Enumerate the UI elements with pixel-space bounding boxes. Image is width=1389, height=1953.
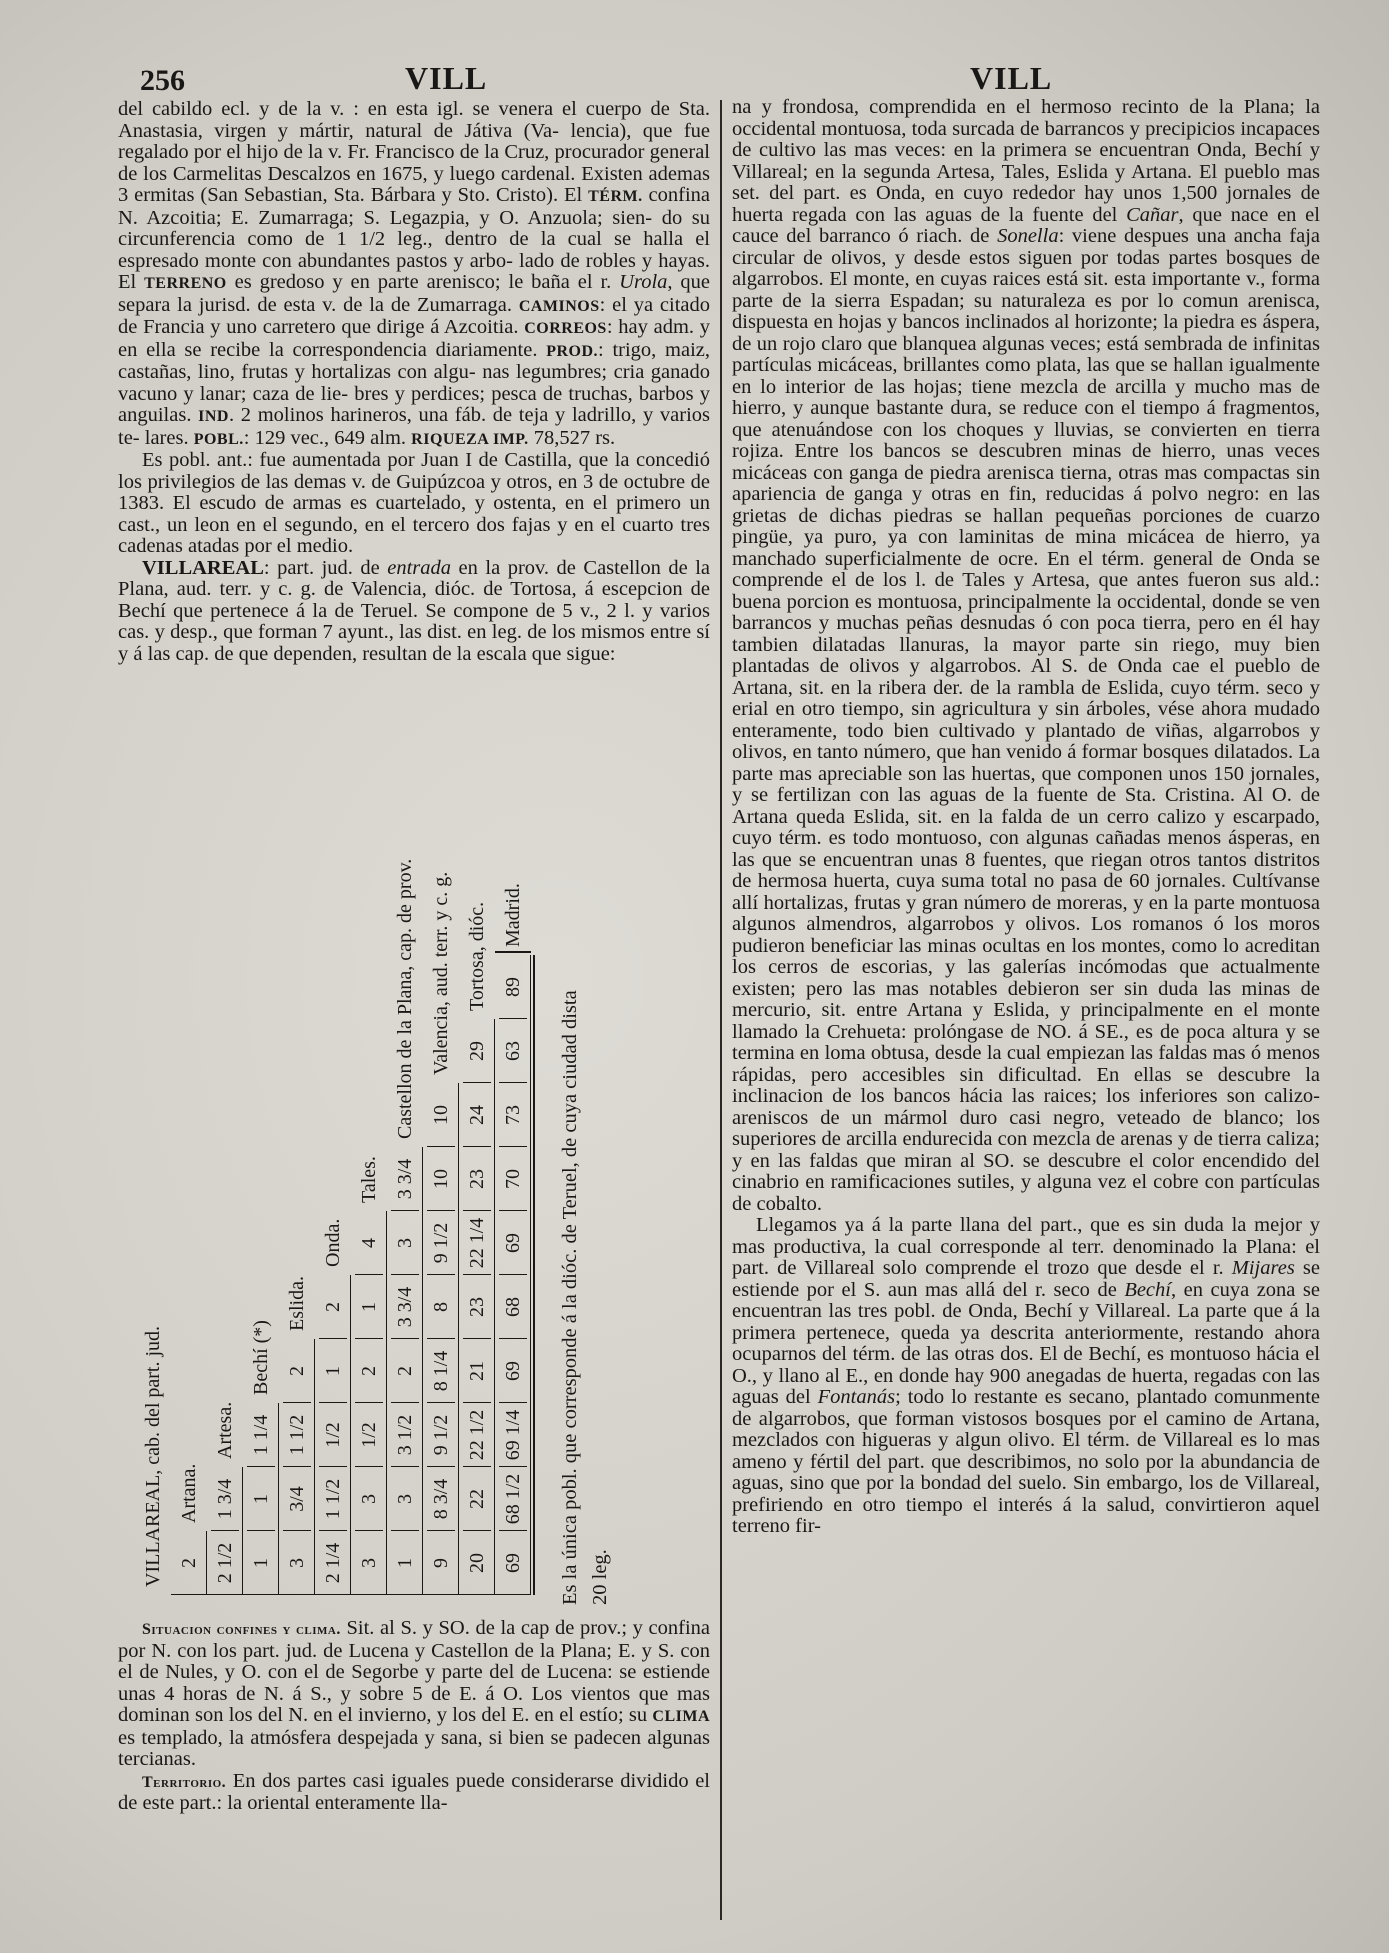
table-cell-divider — [355, 1274, 383, 1275]
table-footnote-end: 20 leg. — [589, 1549, 611, 1605]
table-place-label: VILLAREAL, cab. del part. jud. — [142, 1325, 164, 1587]
table-cell-divider — [499, 1146, 527, 1147]
table-cell: 1 1/4 — [250, 1414, 272, 1456]
table-cell: 69 1/4 — [502, 1409, 524, 1461]
table-cell: 22 — [466, 1489, 488, 1509]
table-place-label: Eslida. — [286, 1276, 308, 1331]
table-cell-divider — [427, 1210, 455, 1211]
table-cell-divider — [319, 1530, 347, 1531]
table-cell-divider — [463, 1146, 491, 1147]
table-cell: 68 1/2 — [502, 1473, 524, 1525]
table-cell: 1 — [394, 1558, 416, 1568]
table-cell: 2 — [286, 1366, 308, 1376]
table-cell: 1 3/4 — [214, 1478, 236, 1520]
table-cell-divider — [319, 1402, 347, 1403]
table-cell: 8 1/4 — [430, 1350, 452, 1392]
table-cell: 3 1/2 — [394, 1414, 416, 1456]
section-label-situacion: Situacion confines y clima. — [142, 1621, 341, 1638]
table-cell: 1 — [250, 1558, 272, 1568]
table-cell: 69 — [502, 1553, 524, 1573]
paragraph-history: Es pobl. ant.: fue aumentada por Juan I de Castilla, que la concedió los privilegios de las demas v. de Guipúzcoa y otros, en 3 de octubre de 1383. El escudo de armas es cuartelado, y ostenta, en el primero un cast., un leon en el segundo, en el tercero dos fajas y en el cuarto tres cadenas atadas por el medio. — [118, 449, 710, 557]
table-row — [351, 790, 387, 1605]
table-cell-divider — [463, 1466, 491, 1467]
table-cell: 1/2 — [358, 1422, 380, 1448]
table-cell-divider — [247, 1466, 275, 1467]
table-place-label: Valencia, aud. terr. y c. g. — [430, 871, 452, 1075]
page-number: 256 — [140, 64, 185, 97]
table-cell: 9 1/2 — [430, 1414, 452, 1456]
table-row — [459, 790, 495, 1605]
table-cell-divider — [427, 1530, 455, 1531]
left-column-bottom — [118, 1618, 710, 1815]
table-cell: 73 — [502, 1105, 524, 1125]
left-running-head: VILL — [405, 60, 488, 96]
table-cell-divider — [499, 1082, 527, 1083]
table-left-rule — [171, 1594, 531, 1595]
table-cell: 3/4 — [286, 1486, 308, 1512]
table-cell: 29 — [466, 1041, 488, 1061]
table-cell-divider — [463, 1082, 491, 1083]
section-label-territorio: Territorio. — [142, 1773, 227, 1791]
table-cell: 10 — [430, 1169, 452, 1189]
table-cell-divider — [391, 1274, 419, 1275]
table-row — [279, 790, 315, 1605]
table-row — [495, 790, 531, 1605]
table-row — [135, 790, 171, 1605]
table-cell-divider — [499, 1530, 527, 1531]
table-cell-divider — [427, 1466, 455, 1467]
table-row — [243, 790, 279, 1605]
table-cell: 1 1/2 — [286, 1414, 308, 1456]
table-cell-divider — [355, 1338, 383, 1339]
table-cell: 3 — [286, 1558, 308, 1568]
table-cell-divider — [463, 1274, 491, 1275]
table-cell-divider — [283, 1530, 311, 1531]
table-cell-divider — [391, 1338, 419, 1339]
table-cell-divider — [427, 1338, 455, 1339]
table-cell-divider — [499, 1338, 527, 1339]
table-row — [423, 790, 459, 1605]
table-cell: 1 — [250, 1494, 272, 1504]
table-cell-divider — [391, 1402, 419, 1403]
table-cell: 68 — [502, 1297, 524, 1317]
table-cell: 3 — [358, 1558, 380, 1568]
table-cell: 2 — [358, 1366, 380, 1376]
table-cell: 9 — [430, 1558, 452, 1568]
table-cell: 8 — [430, 1302, 452, 1312]
table-place-label: Artesa. — [214, 1401, 236, 1459]
table-cell: 4 — [358, 1238, 380, 1248]
table-place-label: Madrid. — [502, 883, 524, 947]
table-cell: 2 — [394, 1366, 416, 1376]
table-cell: 23 — [466, 1297, 488, 1317]
table-cell: 3 — [394, 1494, 416, 1504]
table-cell-divider — [355, 1530, 383, 1531]
paragraph-situacion: Situacion confines y clima. Sit. al S. y SO. de la cap de prov.; y confina por N. con los part. jud. de Lucena y Castellon de la Plana; E. y S. con el de Nules, y O. con el de Segorbe y parte del de Lucena: se estiende unas 4 horas de N. á S., y sobre 5 de E. á O. Los vientos que mas dominan son los del N. en el invierno, y los del E. en el estío; su CLIMA es templado, la atmósfera despejada y sana, si bien se padecen algunas tercianas. — [118, 1617, 711, 1770]
table-cell: 69 — [502, 1361, 524, 1381]
table-cell: 69 — [502, 1233, 524, 1253]
table-cell: 1 1/2 — [322, 1478, 344, 1520]
table-cell: 8 3/4 — [430, 1478, 452, 1520]
table-cell: 3 — [394, 1238, 416, 1248]
table-cell-divider — [427, 1146, 455, 1147]
table-cell: 2 — [178, 1558, 200, 1568]
table-cell-divider — [499, 1466, 527, 1467]
table-cell: 3 3/4 — [394, 1158, 416, 1200]
table-row — [207, 790, 243, 1605]
paragraph-villareal-intro: VILLAREAL: part. jud. de entrada en la prov. de Castellon de la Plana, aud. terr. y c. g. de Valencia, dióc. de Tortosa, á escepcion de Bechí que pertenece á la de Teruel. Se compone de 5 v., 2 l. y varios cas. y desp., que forman 7 ayunt., las dist. en leg. de los mismos entre sí y á las cap. de que dependen, resultan de la escala que sigue: — [118, 556, 710, 665]
table-row — [315, 790, 351, 1605]
table-cell-divider — [463, 1210, 491, 1211]
table-right-border — [495, 951, 531, 953]
table-cell-divider — [499, 1018, 527, 1019]
table-cell: 63 — [502, 1041, 524, 1061]
table-bottom-rule — [533, 955, 535, 1595]
table-cell: 2 1/2 — [214, 1542, 236, 1584]
table-row — [387, 790, 423, 1605]
table-row — [171, 790, 207, 1605]
table-cell-divider — [319, 1338, 347, 1339]
table-cell-divider — [283, 1402, 311, 1403]
table-cell-divider — [319, 1466, 347, 1467]
distance-table — [125, 790, 710, 1605]
paragraph-la-plana: Llegamos ya á la parte llana del part., que es sin duda la mejor y mas productiva, la cual corresponde al terr. denominado la Plana: el part. de Villareal solo comprende el trozo que desde el r. Mijares se estiende por el S. aun mas allá del r. seco de Bechí, en cuya zona se encuentran las tres pobl. de Onda, Bechí y Villareal. La parte que á la primera pertenece, queda ya descrita anteriormente, restando ahora ocuparnos del térm. de las otras dos. El de Bechí, es montuoso hácia el O., y llano al E., en donde hay 900 anegadas de huerta, regadas con las aguas del Fontanás; todo lo restante es secano, plantado comunmente de algarrobos, que forman vistosos bosques por el camino de Artana, mezclados con higueras y algun olivo. El térm. de Villareal es lo mas ameno y fértil del part. que describimos, no solo por la abundancia de aguas, sino que por la bondad del suelo. Sin embargo, los de Villareal, prefiriendo en otro tiempo el interés á la salud, convirtieron aquel terreno fir- — [732, 1214, 1320, 1537]
table-cell: 2 — [322, 1302, 344, 1312]
table-place-label: Tales. — [358, 1156, 380, 1203]
table-cell-divider — [499, 1274, 527, 1275]
table-cell-divider — [499, 1210, 527, 1211]
table-cell: 70 — [502, 1169, 524, 1189]
table-cell-divider — [391, 1530, 419, 1531]
table-cell: 21 — [466, 1361, 488, 1381]
table-cell: 24 — [466, 1105, 488, 1125]
table-cell: 1/2 — [322, 1422, 344, 1448]
left-column-top — [118, 99, 710, 665]
table-cell: 3 3/4 — [394, 1286, 416, 1328]
table-cell: 1 — [358, 1302, 380, 1312]
table-footnote: Es la única pobl. que corresponde á la dióc. de Teruel, de cuya ciudad dista — [559, 990, 581, 1605]
table-cell: 89 — [502, 977, 524, 997]
table-cell-divider — [211, 1530, 239, 1531]
table-cell-divider — [463, 1530, 491, 1531]
table-cell: 23 — [466, 1169, 488, 1189]
table-cell-divider — [283, 1466, 311, 1467]
right-running-head: VILL — [970, 60, 1053, 96]
table-cell-divider — [355, 1466, 383, 1467]
table-cell: 22 1/2 — [466, 1409, 488, 1461]
right-column — [732, 97, 1320, 1538]
table-cell-divider — [463, 1338, 491, 1339]
table-cell: 20 — [466, 1553, 488, 1573]
table-cell: 2 1/4 — [322, 1542, 344, 1584]
table-cell-divider — [247, 1530, 275, 1531]
paragraph-azcoitia-continued: del cabildo ecl. y de la v. : en esta igl. se venera el cuerpo de Sta. Anastasia, virgen y mártir, natural de Játiva (Va- lencia), que fue regalado por el hijo de la v. Fr. Francisco de la Cruz, procurador general de los Carmelitas Descalzos en 1675, y luego cardenal. Existen ademas 3 ermitas (San Sebastian, Sta. Bárbara y Sto. Cristo). El TÉRM. confina N. Azcoitia; E. Zumarraga; S. Legazpia, y O. Anzuola; sien- do su circunferencia como de 1 1/2 leg., dentro de la cual se halla el espresado monte con abundantes pastos y arbo- lado de robles y hayas. El TERRENO es gredoso y en parte arenisco; le baña el r. Urola, que separa la jurisd. de esta v. de la de Zumarraga. CAMINOS: el ya citado de Francia y uno carretero que dirige á Azcoitia. CORREOS: hay adm. y en ella se recibe la correspondencia diariamente. PROD.: trigo, maiz, castañas, lino, frutas y hortalizas con algu- nas legumbres; cria ganado vacuno y lanar; caza de lie- bres y perdices; pesca de truchas, barbos y anguilas. IND. 2 molinos harineros, una fáb. de teja y ladrillo, y varios te- lares. POBL.: 129 vec., 649 alm. RIQUEZA IMP. 78,527 rs. — [118, 98, 711, 449]
table-cell-divider — [463, 1402, 491, 1403]
table-cell-divider — [499, 1402, 527, 1403]
table-cell-divider — [391, 1210, 419, 1211]
table-cell-divider — [391, 1466, 419, 1467]
table-place-label: Bechí (*) — [250, 1320, 272, 1395]
table-place-label: Onda. — [322, 1218, 344, 1267]
table-cell-divider — [427, 1274, 455, 1275]
table-place-label: Artana. — [178, 1463, 200, 1523]
table-cell: 10 — [430, 1105, 452, 1125]
paragraph-territorio: Territorio. En dos partes casi iguales puede considerarse dividido el de este part.: la oriental enteramente lla- — [118, 1769, 710, 1814]
table-place-label: Tortosa, dióc. — [466, 901, 488, 1011]
table-row-rule — [530, 955, 531, 1595]
table-cell-divider — [427, 1402, 455, 1403]
table-cell: 22 1/4 — [466, 1217, 488, 1269]
table-place-label: Castellon de la Plana, cap. de prov. — [394, 858, 416, 1139]
entry-head-villareal: VILLAREAL — [142, 556, 264, 579]
table-cell-divider — [355, 1402, 383, 1403]
column-divider — [720, 100, 722, 1920]
table-cell: 1 — [322, 1366, 344, 1376]
table-cell: 3 — [358, 1494, 380, 1504]
paragraph-territorio-continued: na y frondosa, comprendida en el hermoso recinto de la Plana; la occidental montuosa, toda surcada de barrancos y precipicios incapaces de cultivo las mas veces: en la primera se encuentran Onda, Bechí y Villareal; en la segunda Artesa, Tales, Eslida y Artana. El pueblo mas set. del part. es Onda, en cuyo rededor hay unos 1,500 jornales de huerta regada con las aguas de la fuente del Cañar, que nace en el cauce del barranco ó riach. de Sonella: viene despues una ancha faja circular de olivos, y desde estos siguen por todas partes bosques de algarrobos. El monte, en cuyas raices está sit. esta importante v., forma parte de la sierra Espadan; su naturaleza es por lo comun arenisca, dispuesta en hojas y bancos inclinados al horizonte; la piedra es áspera, de un rojo claro que blanquea algunas veces; está sembrada de infinitas partículas micáceas, brillantes como plata, las que se hallan igualmente en lo interior de las hojas; tiene mezcla de arcilla y mucho mas de hierro, y aunque bastante dura, se reduce con el tiempo á fragmentos, que atenuándose con los choques y lluvias, se convierten en tierra rojiza. Entre los bancos se descubren minas de hierro, unas veces micáceas con ganga de piedra arenisca tierna, otras mas compactas sin apariencia de ganga y otras en fin, reducidas á polvo negro: en las grietas de dichas piedras se hallan pequeñas porciones de cuarzo pingüe, ya puro, ya con laminitas de mina micácea de hierro, ya manchado superficialmente de ocre. En el térm. general de Onda se comprende el de los l. de Tales y Artesa, que antes fueron sus ald.: buena porcion es montuosa, principalmente la occidental, donde se ven barrancos y muchas peñas desnudas ó con poca tierra, pero en él hay tambien dilatadas llanuras, la mayor parte sin riego, muy bien plantadas de olivos y algarrobos. Al S. de Onda cae el pueblo de Artana, sit. en la ribera der. de la rambla de Eslida, cuyo térm. seco y erial en otro tiempo, sin agricultura y sin árboles, vése ahora mudado enteramente, todo bien cultivado y plantado de viñas, algarrobos y olivos, en tanto número, que han venido á formar bosques dilatados. La parte mas apreciable son las huertas, que componen unos 150 jornales, y se fertilizan con las aguas de la fuente de Sta. Cristina. Al O. de Artana queda Eslida, sit. en la falda de un cerro calizo y escarpado, cuyo térm. es todo montuoso, con algunas cañadas menos ásperas, en las que se encuentran unas 8 fuentes, que riegan otros tantos distritos de hermosa huerta, cuya suma total no pasa de 60 jornales. Cultívanse allí hortalizas, frutas y gran número de moreras, y en la parte montuosa algunos almendros, algarrobos y olivos. Los romanos ó los moros pudieron beneficiar las minas ocultas en los montes, como lo acreditan los cerros de escorias, y las galerías incómodas que actualmente existen; pero las mas notables debieron ser sin duda las minas de mercurio, sit. entre Artana y Eslida, y principalmente en el monte llamado la Crehueta: prolóngase de NO. á SE., es de poca altura y se termina en loma obtusa, desde la cual empiezan las faldas mas ó menos rápidas, pero accesibles sin dificultad. En ellas se descubre la inclinacion de los bancos hácia las raices; los inferiores son calizo-areniscos de un mármol duro casi negro, veteado de blanco; los superiores de arcilla endurecida con mezcla de arenas y de tierra caliza; y en las faldas que miran al SO. se descubre el color encendido del cinabrio en ramificaciones sutiles, y alguna vez el cobre con partículas de cobalto. — [732, 96, 1321, 1215]
table-cell: 9 1/2 — [430, 1222, 452, 1264]
